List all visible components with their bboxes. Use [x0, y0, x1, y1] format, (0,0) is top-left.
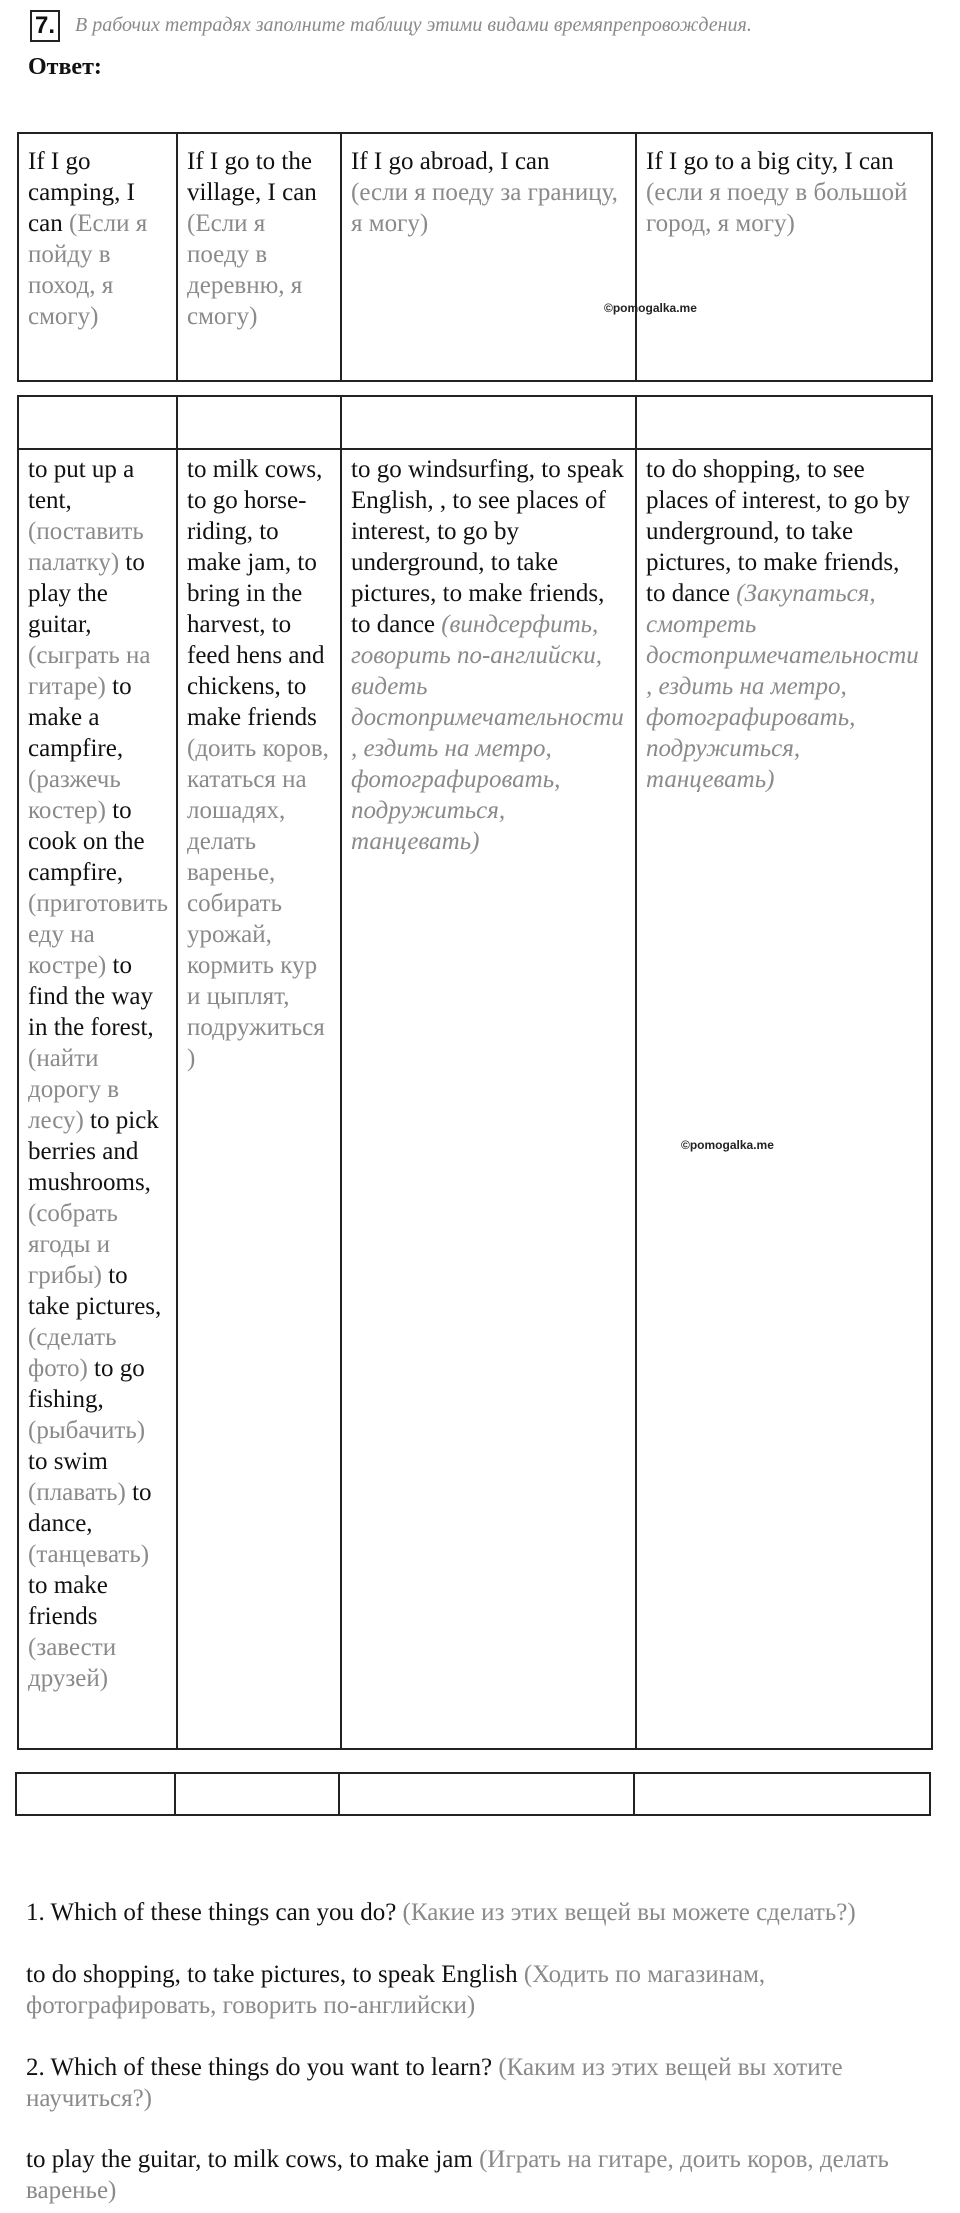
header-cell-village — [177, 133, 341, 381]
header-village-ru: (Если я поеду в деревню, я смогу) — [187, 210, 303, 330]
answer-2-en: to play the guitar, to milk cows, to make jam — [26, 2146, 473, 2173]
camping-item-en: to cook on the campfire, — [28, 797, 145, 886]
camping-item-ru: (сделать фото) — [28, 1324, 117, 1382]
header-city-en: If I go to a big city, I can — [646, 148, 894, 175]
header-cell-camping — [18, 133, 177, 381]
question-2-ru: (Каким из этих вещей вы хотите научиться?) — [26, 2054, 843, 2112]
empty-cell — [18, 396, 177, 449]
header-cell-abroad — [341, 133, 697, 381]
village-activities-en: to milk cows, to go horse-riding, to make jam, to bring in the harvest, to feed hens and chickens, to make friends — [187, 456, 325, 731]
camping-item-en: to swim — [28, 1448, 108, 1475]
camping-activities-cell — [18, 449, 177, 1749]
camping-item-ru: (приготовить еду на костре) — [28, 890, 168, 979]
answer-1-ru: (Ходить по магазинам, фотографировать, говорить по-английски) — [26, 1961, 766, 2019]
camping-item-en: to make a campfire, — [28, 673, 132, 762]
bottom-empty-table — [15, 1772, 931, 1816]
village-activities-cell — [177, 449, 341, 1749]
header-camping-ru: (Если я пойду в поход, я смогу) — [28, 210, 148, 330]
camping-item-ru: (поставить палатку) — [28, 518, 144, 576]
camping-item-en: to dance, — [28, 1479, 152, 1537]
header-city-ru: (если я поеду в большой город, я могу) — [646, 179, 908, 237]
header-camping-en: If I go camping, I can — [28, 148, 135, 237]
camping-item-en: to pick berries and mushrooms, — [28, 1107, 159, 1196]
abroad-activities-en: to go windsurfing, to speak English, , to see places of interest, to go by underground, to take pictures, to make friends, to dance — [351, 456, 624, 638]
camping-item-ru: (найти дорогу в лесу) — [28, 1045, 120, 1134]
empty-row — [18, 396, 932, 449]
activities-row — [18, 449, 932, 1749]
task-instruction: В рабочих тетрадях заполните таблицу этими видами времяпрепровождения. — [75, 14, 752, 36]
answer-1-en: to do shopping, to take pictures, to speak English — [26, 1961, 518, 1988]
answer-label: Ответ: — [28, 54, 102, 80]
question-1-ru: (Какие из этих вещей вы можете сделать?) — [402, 1899, 856, 1926]
header-village-en: If I go to the village, I can — [187, 148, 317, 206]
city-activities-en: to do shopping, to see places of interest, to go by underground, to take pictures, to make friends, to dance — [646, 456, 910, 607]
activities-table — [17, 448, 933, 1750]
answer-2-ru: (Играть на гитаре, доить коров, делать варенье) — [26, 2146, 889, 2204]
question-1-en: 1. Which of these things can you do? — [26, 1899, 397, 1926]
camping-item-ru: (собрать ягоды и грибы) — [28, 1200, 118, 1289]
camping-item-ru: (сыграть на гитаре) — [28, 642, 151, 700]
camping-item-ru: (плавать) — [28, 1479, 126, 1506]
camping-item-ru: (рыбачить) — [28, 1417, 146, 1444]
question-2-en: 2. Which of these things do you want to learn? — [26, 2054, 493, 2081]
empty-cell — [177, 396, 341, 449]
camping-item-en: to find the way in the forest, — [28, 952, 154, 1041]
watermark: ©pomogalka.me — [604, 301, 697, 315]
camping-item-ru: (разжечь костер) — [28, 766, 121, 824]
empty-cell — [341, 396, 636, 449]
camping-item-ru: (завести друзей) — [28, 1634, 117, 1692]
camping-item-en: to play the guitar, — [28, 549, 145, 638]
bottom-empty-row — [16, 1773, 930, 1815]
camping-item-ru: (танцевать) — [28, 1541, 150, 1568]
header-cell-city — [636, 133, 932, 381]
empty-cell — [634, 1773, 930, 1815]
question-2 — [26, 2052, 936, 2114]
city-activities-cell — [636, 449, 932, 1749]
header-row — [18, 133, 932, 381]
abroad-activities-cell — [341, 449, 636, 1749]
city-activities-ru: (Закупаться, смотреть достопримечательности, ездить на метро, фотографировать, подружиться, танцевать) — [646, 580, 919, 793]
answer-1 — [26, 1959, 936, 2021]
camping-item-en: to take pictures, — [28, 1262, 162, 1320]
question-1 — [26, 1897, 936, 1928]
task-number: 7. — [30, 10, 60, 42]
camping-item-en: to put up a tent, — [28, 456, 135, 514]
watermark: ©pomogalka.me — [681, 1138, 774, 1152]
header-abroad-ru: (если я поеду за границу, я могу) — [351, 179, 618, 237]
abroad-activities-ru: (виндсерфить, говорить по-английски, видеть достопримечательности, ездить на метро, фотографировать, подружиться, танцевать) — [351, 611, 624, 855]
village-activities-ru: (доить коров, кататься на лошадях, делать варенье, собирать урожай, кормить кур и цыплят, подружиться) — [187, 735, 329, 1072]
camping-item-en: to go fishing, — [28, 1355, 145, 1413]
empty-cell — [175, 1773, 339, 1815]
camping-item-en: to make friends — [28, 1572, 108, 1630]
empty-row-table — [17, 395, 933, 450]
empty-cell — [339, 1773, 634, 1815]
answer-2 — [26, 2144, 936, 2206]
empty-cell — [16, 1773, 175, 1815]
header-table — [17, 132, 933, 382]
header-abroad-en: If I go abroad, I can — [351, 148, 550, 175]
empty-cell — [636, 396, 932, 449]
